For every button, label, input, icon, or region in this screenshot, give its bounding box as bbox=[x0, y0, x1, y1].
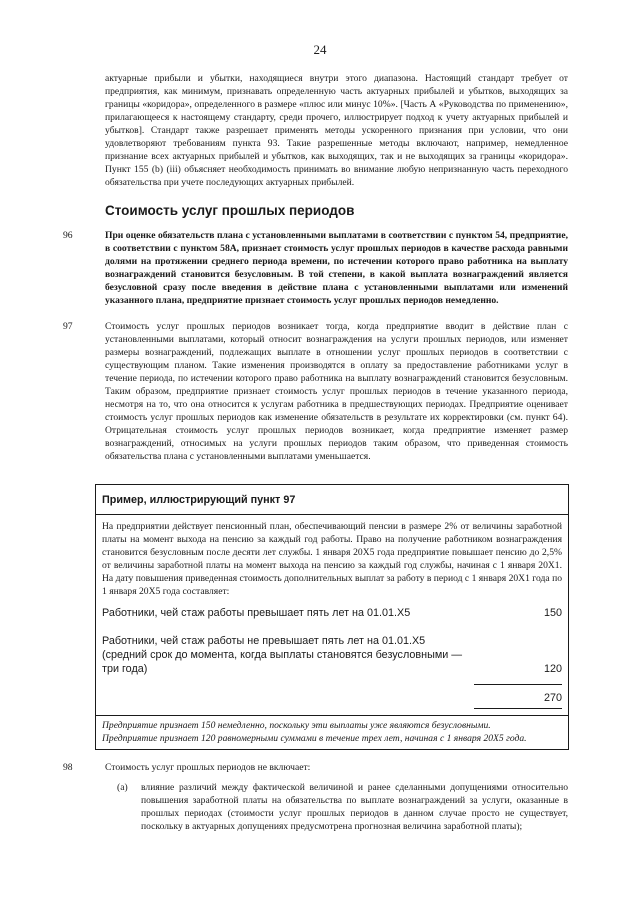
example-notes bbox=[96, 715, 568, 749]
example-row-1 bbox=[96, 606, 568, 620]
example-note-2: Предприятие признает 120 равномерными суммами в течение трех лет, начиная с 1 января 20Х5 года. bbox=[102, 733, 527, 744]
example-row-1-amount: 150 bbox=[543, 607, 562, 619]
example-total: 270 bbox=[543, 692, 562, 704]
example-row-2-amount: 120 bbox=[543, 663, 562, 675]
paragraph-96: При оценке обязательств плана с установленными выплатами в соответствии с пунктом 54, предприятие, в соответствии с пунктом 58А, признает стоимость услуг прошлых периодов в качестве расхода равными долями на протяжении среднего периода времени, по истечении которого право работника на выплату вознаграждений становится безусловным. В той степени, в какой выплата вознаграждений является безусловной сразу после введения в действие плана с установленными выплатами или изменений указанного плана, предприятие признает стоимость услуг прошлых периодов немедленно. bbox=[105, 230, 568, 306]
page-number: 24 bbox=[313, 42, 327, 57]
example-title: Пример, иллюстрирующий пункт 97 bbox=[96, 485, 568, 515]
paragraph-97-number: 97 bbox=[63, 321, 73, 332]
intro-paragraph: актуарные прибыли и убытки, находящиеся внутри этого диапазона. Настоящий стандарт требует от предприятия, как минимум, признавать определенную часть актуарных прибылей и убытков, выходящих за границы «коридора», определенного в размере «плюс или минус 10%». [Часть А «Руководства по применению», прилагающееся к настоящему стандарту, среди прочего, иллюстрирует подход к учету актуарных прибылей и убытков]. Стандарт также разрешает применять методы ускоренного признания при условии, что они удовлетворяют требованиям пункта 93. Такие разрешенные методы включают, например, немедленное признание всех актуарных прибылей и убытков, как выходящих, так и не выходящих за границы «коридора». Пункт 155 (b) (iii) объясняет необходимость принимать во внимание любую непризнанную часть переходного обязательства при учете последующих актуарных прибылей. bbox=[105, 73, 568, 188]
example-row-2-label: Работники, чей стаж работы не превышает пять лет на 01.01.Х5 (средний срок до момента, когда выплаты становятся безусловными — три года) bbox=[102, 635, 463, 675]
item-a-label: (а) bbox=[117, 782, 128, 793]
example-row-2 bbox=[96, 634, 568, 676]
section-heading: Стоимость услуг прошлых периодов bbox=[105, 203, 355, 218]
total-rule-bottom bbox=[474, 708, 562, 709]
paragraph-98: Стоимость услуг прошлых периодов не включает: bbox=[105, 762, 311, 773]
example-row-1-label: Работники, чей стаж работы превышает пять лет на 01.01.Х5 bbox=[102, 607, 411, 619]
example-note-1: Предприятие признает 150 немедленно, поскольку эти выплаты уже являются безусловными. bbox=[102, 720, 491, 731]
paragraph-96-number: 96 bbox=[63, 230, 73, 241]
item-a-text: влияние различий между фактической величиной и ранее сделанными допущениями относительно повышения заработной платы на обязательства по выплате вознаграждений за услуги, оказанные в прошлых периодах (стоимости услуг прошлых периодов в данном случае просто не существует, поскольку в актуарных допущениях предусмотрена прогнозная величина заработной платы); bbox=[141, 782, 568, 832]
example-box bbox=[95, 484, 569, 750]
example-body: На предприятии действует пенсионный план, обеспечивающий пенсии в размере 2% от величины заработной платы на момент выхода на пенсию за каждый год работы. Право на получение работником вознаграждения становится безусловным после десяти лет службы. 1 января 20Х5 года предприятие повышает пенсию до 2,5% от величины заработной платы на момент выхода на пенсию за каждый год службы, начиная с 1 января 20Х1. На дату повышения приведенная стоимость дополнительных выплат за работу в период с 1 января 20Х1 года по 1 января 20Х5 года составляет: bbox=[102, 521, 562, 597]
paragraph-98-number: 98 bbox=[63, 762, 73, 773]
paragraph-97: Стоимость услуг прошлых периодов возникает тогда, когда предприятие вводит в действие план с установленными выплатами, который относит вознаграждения на услуги прошлых периодов, или изменяет размеры вознаграждений, подлежащих выплате в отношении услуг прошлых периодов в соответствии с существующим планом. Такие изменения производятся в оплату за предоставление работниками услуг в течение периода, по истечении которого право работника на выплату вознаграждений становится безусловным. Таким образом, предприятие признает стоимость услуг прошлых периодов в течение указанного периода, несмотря на то, что она относится к услугам работника в предшествующих периодах. Предприятие оценивает стоимость услуг прошлых периодов как изменение обязательств в результате их корректировки (см. пункт 64). Отрицательная стоимость услуг прошлых периодов возникает, когда предприятие изменяет размер вознаграждений, относимых на услуги прошлых периодов таким образом, что приведенная стоимость обязательства плана с установленными выплатами уменьшается. bbox=[105, 321, 568, 462]
